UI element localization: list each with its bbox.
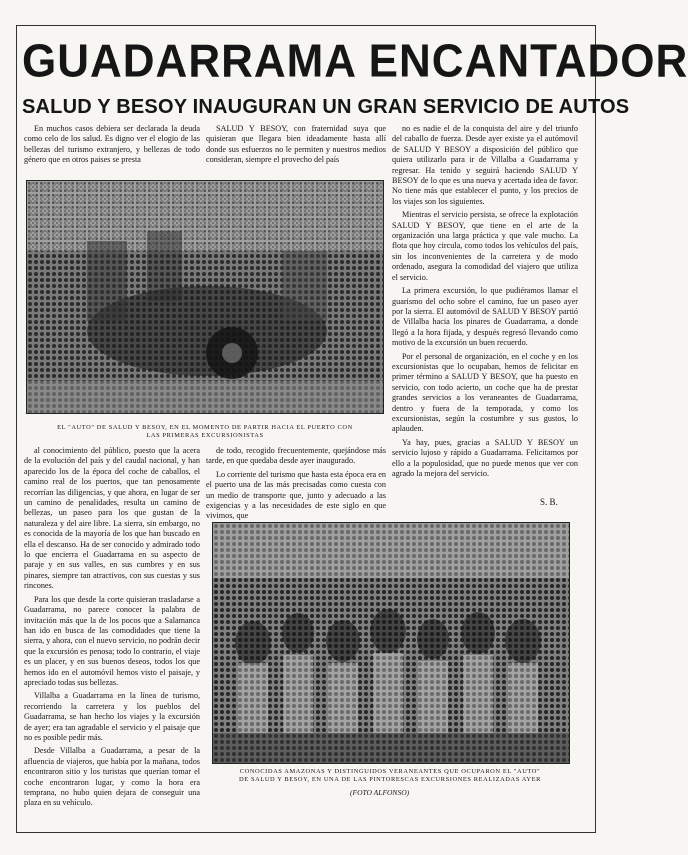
column-2-bottom [206,446,386,521]
paragraph: Para los que desde la corte quisieran trasladarse a Guadarrama, no parece conocer la palabra de invitación más que la de los pocos que a Salamanca han ido en busca de las comodidades que tiene la sierra, y ahora, con el nuevo servicio, no podrán decir que la excursión es penosa; todo lo contrario, el viaje es un placer, y en sus buenos deseos, todos los que hemos ido en el automóvil hemos visto el paisaje, y apreciado todas sus bellezas. [24,594,200,687]
paragraph: La primera excursión, lo que pudiéramos llamar el guarismo del ocho sobre el camino, fue un paseo ayer por la sierra. El automóvil de SALUD Y BESOY partió de Villalba hacia los pinares de Guadarrama, a donde llegó a la hora fijada, y después regresó llevando como motivo de la excursión un buen recuerdo. [392,286,578,348]
column-3 [392,124,578,484]
paragraph: En muchos casos debiera ser declarada la deuda como celo de los salud. Es digno ver el elogio de las bellezas del turismo extranjero, y bellezas de todo género que en otros paises se presta [24,124,200,165]
bottom-photo-caption [208,768,572,785]
paragraph: Lo corriente del turismo que hasta esta época era en el puerto una de las más precisadas como cuesta con un medio de transporte que, junto y adecuado a las exigencias y a las necesidades de este siglo en que vivimos, que [206,469,386,521]
paragraph: Ya hay, pues, gracias a SALUD Y BESOY un servicio lujoso y rápido a Guadarrama. Felicitamos por ello a la populosidad, que no puede menos que ver con agrado la mejora del servicio. [392,437,578,478]
caption-line: LAS PRIMERAS EXCURSIONISTAS [146,432,264,440]
photo-auto-departure [26,180,384,414]
paragraph: Villalba a Guadarrama en la línea de turismo, recorriendo la carretera y los pueblos del Guadarrama, se han hecho los viajes y la excursión de ayer; era tan agradable el servicio y el paisaje que no es posible pedir más. [24,691,200,742]
paragraph: Mientras el servicio persista, se ofrece la explotación SALUD Y BESOY, que tiene en el arte de la organización una larga práctica y que vale mucho. La flota que hoy circula, como todos los vehículos del país, sin los inconvenientes de la carretera y de modo ordenado, asegura la comodidad del viajero que utiliza el servicio. [392,210,578,282]
column-1-bottom [24,446,200,823]
headline: GUADARRAMA ENCANTADOR [22,35,688,88]
photo-excursionists [212,522,570,764]
column-2-top [206,124,386,174]
photo-halftone [27,181,383,413]
caption-line: DE SALUD Y BESOY, EN UNA DE LAS PINTORESCAS EXCURSIONES REALIZADAS AYER [239,776,541,784]
signature: S. B. [540,497,558,507]
column-1-top [24,124,200,174]
caption-line: CONOCIDAS AMAZONAS Y DISTINGUIDOS VERANEANTES QUE OCUPARON EL "AUTO" [239,768,541,775]
paragraph: no es nadie el de la conquista del aire y del triunfo del caballo de fuerza. Desde ayer existe ya el autómovil de SALUD Y BESOY a disposición del público que quiera utilizarlo para ir de Villalba a Guadarrama y regresar. Ha tenido y seguirá haciendo SALUD Y BESOY de lo que es una nueva y acertada idea de favor. No tiene más que establecer el punto, y los precios de los viajes son los siguientes. [392,124,578,206]
photo-halftone [213,523,569,763]
paragraph: SALUD Y BESOY, con fraternidad suya que quisieran que llegara bien ideadamente hasta allí donde sus esfuerzos no le permiten y nuestros medios consideran, siempre el provecho del país [206,124,386,165]
paragraph: al conocimiento del público, puesto que la acera de la evolución del país y del caudal nacional, y han aparecido los de la época del coche de caballos, el camino real de los puertos, que tan penosamente recorrían las diligencias, y que ahora, en lugar de ser un camino de penalidades, resulta un camino de bellezas, un paseo para los que gustan de la naturaleza y del aire libre. La sierra, sin embargo, no es conocida de la mayoría de los que han buscado en ella el descanso. Ha de ser conocido y admirado todo lo que encierra el Guadarrama en su aspecto de paraje y en sus valles, en sus cumbres y en sus pinares, siempre tan atractivos, con sus cuestas y sus rincones. [24,446,200,591]
photo-credit: (FOTO ALFONSO) [350,788,410,797]
paragraph: Desde Villalba a Guadarrama, a pesar de la afluencia de viajeros, que había por la mañana, todos encontraron sitio y los turistas que querían tomar el coche encontraron lugar, y como la hora era temprana, no hubo quien dejara de conseguir una plaza en su vehículo. [24,746,200,808]
caption-line: EL "AUTO" DE SALUD Y BESOY, EN EL MOMENTO DE PARTIR HACIA EL PUERTO CON [57,424,353,431]
subheadline: SALUD Y BESOY INAUGURAN UN GRAN SERVICIO DE AUTOS [22,96,630,118]
paragraph: Por el personal de organización, en el coche y en los excursionistas que lo ocupaban, hemos de felicitar en primer término a SALUD Y BESOY, que ha puesto en servicio, con todo acierto, un coche que ha de prestar grandes servicios a los veraneantes de Guadarrama, dentro y fuera de la temporada, y como los excursionistas, según la costumbre y sus gustos, lo aplauden. [392,351,578,434]
paragraph: de todo, recogido frecuentemente, quejándose más tarde, en que quedaba desde ayer inaugurado. [206,446,386,466]
top-photo-caption [24,424,386,441]
